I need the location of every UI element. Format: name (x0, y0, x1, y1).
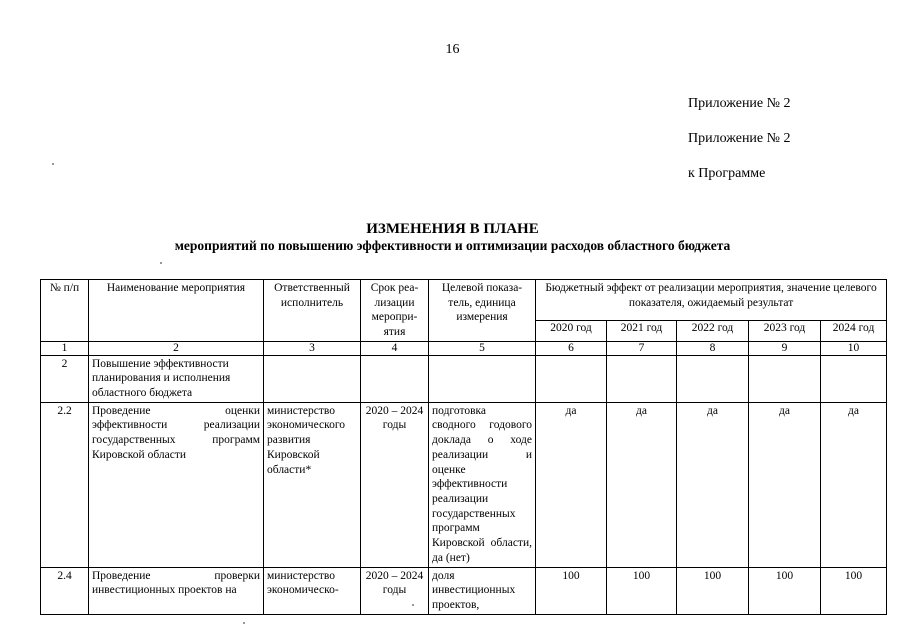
row-value-2020: 100 (536, 567, 607, 614)
row-value-2022: да (677, 402, 749, 567)
row-target (429, 355, 536, 402)
row-executor: министерство экономическо- (264, 567, 361, 614)
row-value-2024: да (821, 402, 887, 567)
row-target: подготовка сводного годового доклада о ходе реализации и оценке эффективности реализации государственных программ Кировской области, да (нет) (429, 402, 536, 567)
table-row (41, 402, 887, 567)
row-value-2023: да (749, 402, 821, 567)
row-name: Проведение проверки инвестиционных проектов на (89, 567, 264, 614)
row-term: 2020 – 2024 годы (361, 567, 429, 614)
appendix-line-1: Приложение № 2 (688, 96, 791, 111)
header-num: № п/п (41, 280, 89, 342)
row-executor (264, 355, 361, 402)
row-value-2020 (536, 355, 607, 402)
row-value-2021: да (607, 402, 677, 567)
row-num: 2 (41, 355, 89, 402)
header-name: Наименование мероприятия (89, 280, 264, 342)
column-number: 5 (429, 341, 536, 355)
column-number: 4 (361, 341, 429, 355)
row-value-2021: 100 (607, 567, 677, 614)
header-year-2024: 2024 год (821, 321, 887, 342)
row-value-2024: 100 (821, 567, 887, 614)
header-budget: Бюджетный эффект от реализации мероприятия, значение целевого показателя, ожидаемый результат (536, 280, 887, 321)
page-number: 16 (445, 42, 460, 57)
document-subtitle: мероприятий по повышению эффективности и оптимизации расходов областного бюджета (174, 238, 731, 253)
row-name: Проведение оценки эффективности реализации государственных программ Кировской области (89, 402, 264, 567)
header-year-2021: 2021 год (607, 321, 677, 342)
header-target: Целевой показа-тель, единица измерения (429, 280, 536, 342)
header-year-2023: 2023 год (749, 321, 821, 342)
scan-speck (243, 622, 245, 624)
column-number: 1 (41, 341, 89, 355)
row-value-2023: 100 (749, 567, 821, 614)
header-row (41, 280, 887, 321)
appendix-line-2: Приложение № 2 (688, 131, 791, 146)
document-title: ИЗМЕНЕНИЯ В ПЛАНЕ (366, 221, 539, 237)
scan-speck (160, 262, 162, 264)
row-value-2022: 100 (677, 567, 749, 614)
row-value-2022 (677, 355, 749, 402)
scan-speck (52, 163, 54, 165)
row-term (361, 355, 429, 402)
column-number: 3 (264, 341, 361, 355)
column-number: 7 (607, 341, 677, 355)
column-number: 10 (821, 341, 887, 355)
column-number: 9 (749, 341, 821, 355)
row-value-2023 (749, 355, 821, 402)
header-executor: Ответственный исполнитель (264, 280, 361, 342)
column-number: 2 (89, 341, 264, 355)
column-number-row (41, 341, 887, 355)
row-term: 2020 – 2024 годы (361, 402, 429, 567)
measures-table (40, 279, 887, 615)
row-num: 2.4 (41, 567, 89, 614)
column-number: 6 (536, 341, 607, 355)
table-row (41, 355, 887, 402)
table-row (41, 567, 887, 614)
header-year-2020: 2020 год (536, 321, 607, 342)
row-target: доля инвестиционных проектов, (429, 567, 536, 614)
column-number: 8 (677, 341, 749, 355)
row-value-2021 (607, 355, 677, 402)
header-year-2022: 2022 год (677, 321, 749, 342)
row-value-2024 (821, 355, 887, 402)
row-name: Повышение эффективности планирования и исполнения областного бюджета (89, 355, 264, 402)
row-value-2020: да (536, 402, 607, 567)
row-executor: министерство экономического развития Кировской области* (264, 402, 361, 567)
header-term: Срок реа-лизации меропри-ятия (361, 280, 429, 342)
appendix-line-3: к Программе (688, 166, 766, 181)
row-num: 2.2 (41, 402, 89, 567)
